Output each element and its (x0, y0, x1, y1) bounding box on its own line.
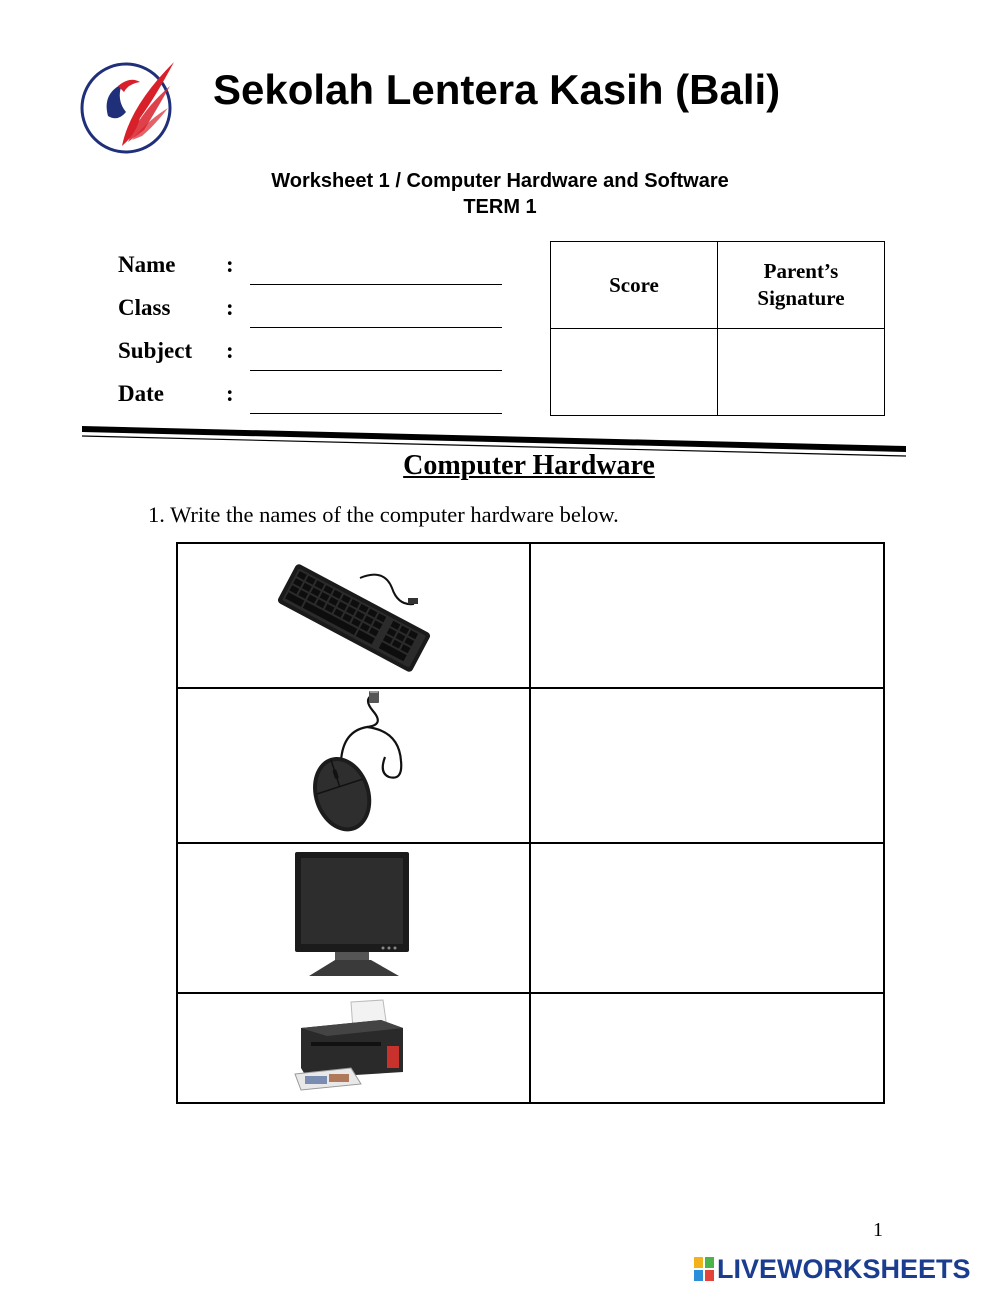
table-row (177, 688, 884, 843)
image-cell (177, 688, 530, 843)
image-cell (177, 993, 530, 1103)
liveworksheets-logo-icon (694, 1257, 714, 1281)
table-row (177, 543, 884, 688)
monitor-icon (291, 848, 416, 983)
page-number: 1 (873, 1219, 883, 1241)
name-colon: : (226, 252, 234, 277)
class-colon: : (226, 295, 234, 320)
table-row (177, 993, 884, 1103)
printer-icon (291, 998, 416, 1093)
subject-colon: : (226, 338, 234, 363)
name-label: Name (118, 252, 176, 277)
mouse-icon (289, 691, 419, 836)
hardware-table (176, 542, 885, 1104)
image-cell (177, 543, 530, 688)
school-name: Sekolah Lentera Kasih (Bali) (213, 66, 781, 113)
score-header: Score (551, 242, 718, 329)
score-cell[interactable] (551, 329, 718, 416)
date-label: Date (118, 381, 164, 406)
worksheet-title-block (0, 168, 1000, 220)
worksheet-title: Worksheet 1 / Computer Hardware and Software (271, 170, 729, 192)
class-field[interactable] (250, 327, 502, 328)
worksheet-term: TERM 1 (463, 196, 537, 218)
date-colon: : (226, 381, 234, 406)
section-title: Computer Hardware (403, 450, 655, 481)
class-label: Class (118, 295, 171, 320)
keyboard-icon (274, 548, 434, 678)
parent-signature-line1: Parent’s (763, 259, 839, 283)
parent-signature-line2: Signature (757, 286, 845, 310)
liveworksheets-text: LIVEWORKSHEETS (717, 1253, 971, 1284)
liveworksheets-brand[interactable] (694, 1254, 971, 1284)
question-text: 1. Write the names of the computer hardware below. (148, 502, 619, 527)
answer-cell[interactable] (530, 543, 884, 688)
answer-cell[interactable] (530, 843, 884, 993)
image-cell (177, 843, 530, 993)
parent-signature-cell[interactable] (718, 329, 885, 416)
name-field[interactable] (250, 284, 502, 285)
subject-field[interactable] (250, 370, 502, 371)
answer-cell[interactable] (530, 993, 884, 1103)
table-row (177, 843, 884, 993)
school-logo (78, 56, 180, 156)
parent-signature-header (718, 242, 885, 329)
score-table (550, 241, 885, 416)
subject-label: Subject (118, 338, 193, 363)
answer-cell[interactable] (530, 688, 884, 843)
date-field[interactable] (250, 413, 502, 414)
